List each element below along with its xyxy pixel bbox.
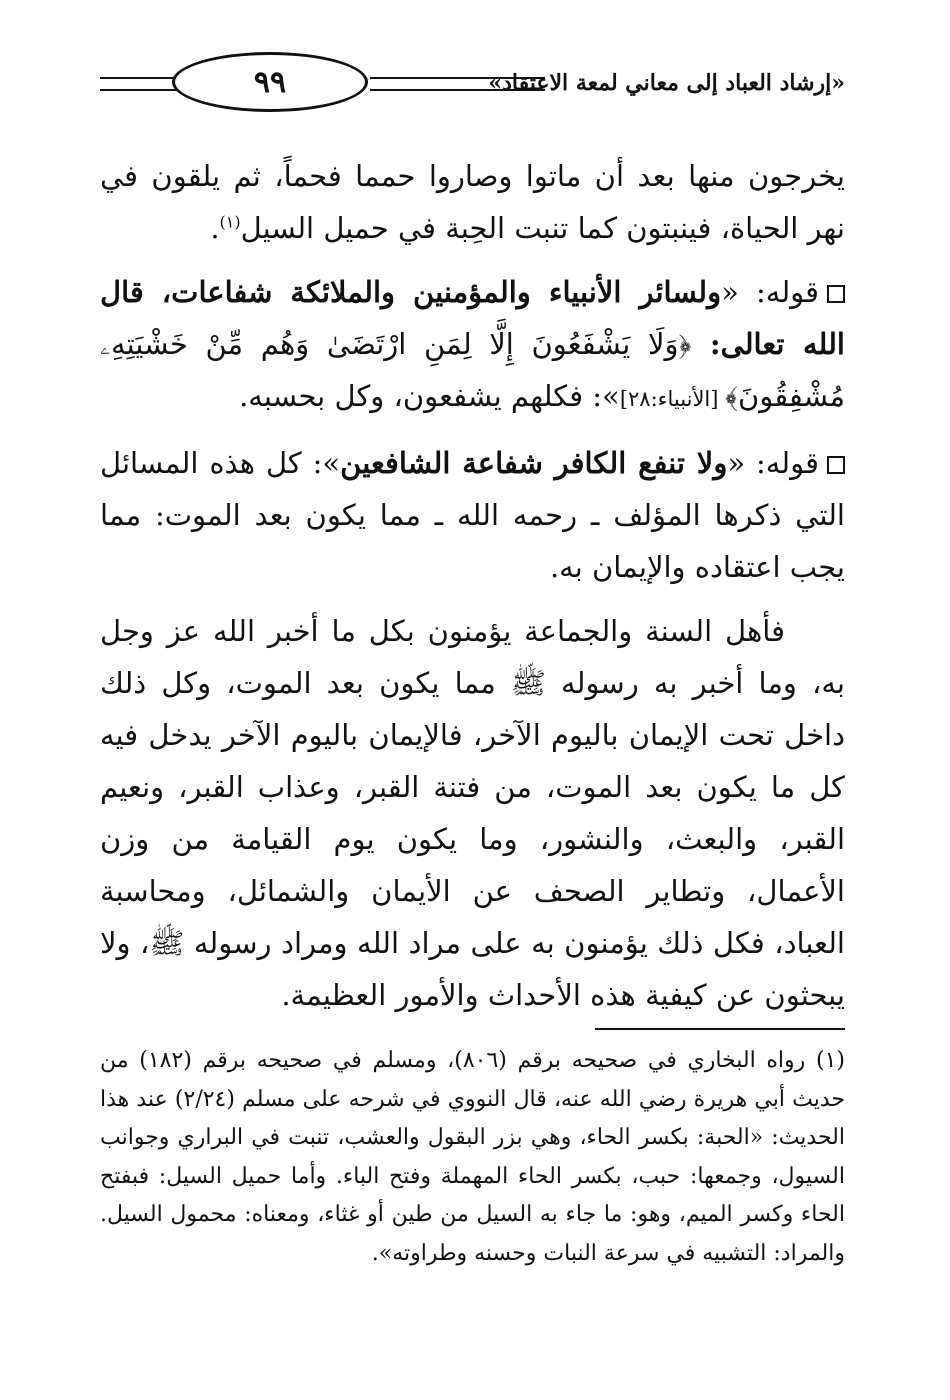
square-bullet-icon <box>827 285 845 303</box>
commentary: »: كل هذه المسائل التي ذكرها المؤلف ـ رحمه الله ـ مما يكون بعد الموت: مما يجب اعتقاده والإيمان به. <box>100 446 845 584</box>
paragraph-2 <box>100 266 845 425</box>
footnote: (١) رواه البخاري في صحيحه برقم (٨٠٦)، ومسلم في صحيحه برقم (١٨٢) من حديث أبي هريرة رضي الله عنه، قال النووي في شرحه على مسلم (٢/٢٤) عند هذا الحديث: «الحبة: بكسر الحاء، وهي بزر البقول والعشب، تنبت في البراري وجوانب السيول، وجمعها: حبب، بكسر الحاء المهملة وفتح الباء. وأما حميل السيل: فبفتح الحاء وكسر الميم، وهو: ما جاء به السيل من طين أو غثاء، ومعناه: محمول السيل. والمراد: التشبيه في سرعة النبات وحسنه وطراوته». <box>100 1048 846 1266</box>
quote-prefix: قوله: « <box>727 446 819 480</box>
paragraph-1 <box>100 150 845 254</box>
paragraph-3 <box>100 437 845 593</box>
verse-reference: [الأنبياء:٢٨] <box>619 387 726 411</box>
header-rule <box>370 77 545 91</box>
paragraph-1-text: يخرجون منها بعد أن ماتوا وصاروا حمما فحماً، ثم يلقون في نهر الحياة، فينبتون كما تنبت الحِبة في حميل السيل <box>100 159 845 245</box>
quoted-text-bold: ولسائر الأنبياء والمؤمنين والملائكة شفاعات، قال الله تعالى: <box>100 275 845 361</box>
main-text <box>100 150 845 1033</box>
paragraph-4: فأهل السنة والجماعة يؤمنون بكل ما أخبر الله عز وجل به، وما أخبر به رسوله ﷺ مما يكون بعد الموت، وكل ذلك داخل تحت الإيمان باليوم الآخر، فالإيمان باليوم الآخر يدخل فيه كل ما يكون بعد الموت، من فتنة القبر، وعذاب القبر، ونعيم القبر، والبعث، والنشور، وما يكون يوم القيامة من وزن الأعمال، وتطاير الصحف عن الأيمان والشمائل، ومحاسبة العباد، فكل ذلك يؤمنون به على مراد الله ومراد رسوله ﷺ، ولا يبحثون عن كيفية هذه الأحداث والأمور العظيمة. <box>100 614 845 1012</box>
square-bullet-icon <box>827 456 845 474</box>
book-title: «إرشاد العباد إلى معاني لمعة الاعتقاد» <box>488 70 845 96</box>
quote-prefix: قوله: « <box>721 275 819 309</box>
header-rule-left <box>100 77 178 91</box>
footnote-marker: (١) <box>219 212 241 232</box>
commentary: »: فكلهم يشفعون، وكل بحسبه. <box>239 379 620 413</box>
quoted-text-bold: ولا تنفع الكافر شفاعة الشافعين <box>340 446 728 480</box>
page-number: ٩٩ <box>172 52 368 112</box>
footnote-separator <box>595 1028 845 1030</box>
paragraph-1-end: . <box>210 211 220 245</box>
quran-verse: ﴿وَلَا يَشْفَعُونَ إِلَّا لِمَنِ ارْتَضَىٰ وَهُم مِّنْ خَشْيَتِهِۦ مُشْفِقُونَ﴾ <box>100 327 845 413</box>
running-header <box>100 52 845 122</box>
